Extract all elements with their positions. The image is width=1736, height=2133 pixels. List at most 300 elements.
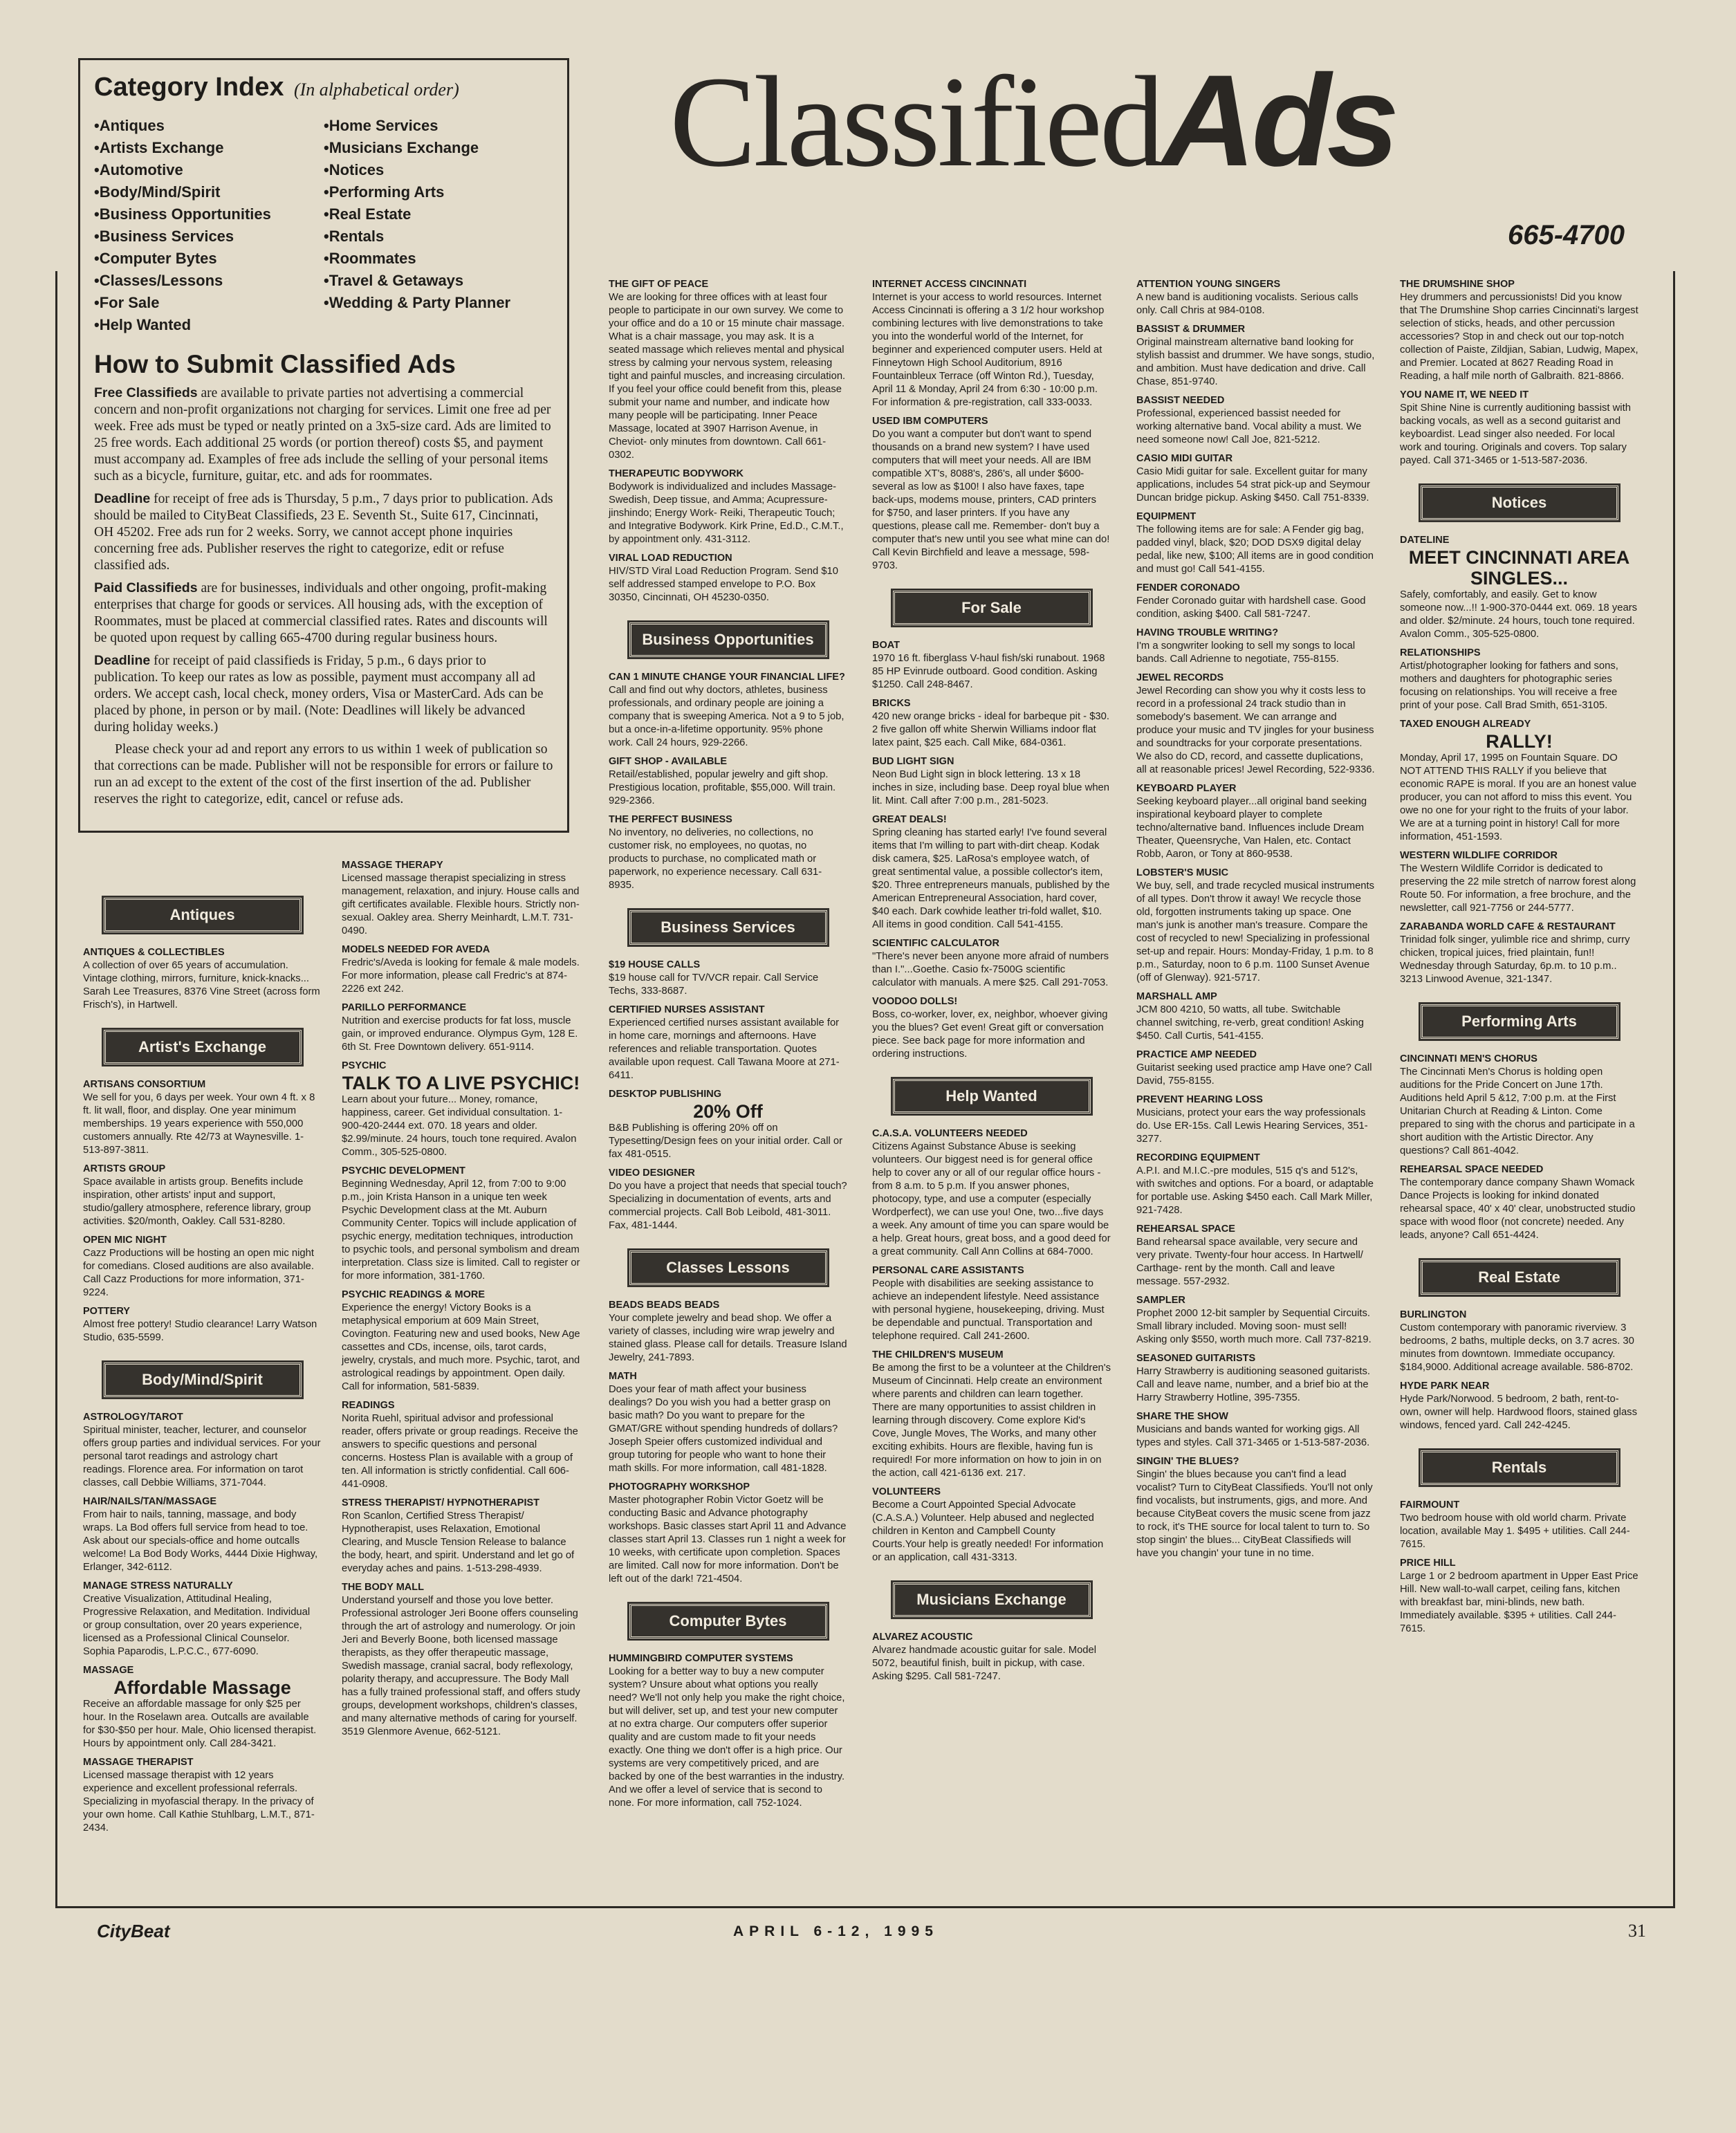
ad-body: Large 1 or 2 bedroom apartment in Upper East Price Hill. New wall-to-wall carpet, ceiling fans, kitchen with breakfast bar, mini-blinds, new bath. Immediately available. $395 + utilities. Call 244-7615. (1400, 1571, 1638, 1634)
masthead-accent: Ads (1161, 48, 1396, 193)
ad-title: RELATIONSHIPS (1400, 647, 1481, 658)
classified-ad (609, 1167, 847, 1232)
category-item: •Body/Mind/Spirit (94, 183, 221, 201)
section-header: Body/Mind/Spirit (104, 1363, 302, 1397)
classified-ad (1400, 1309, 1638, 1374)
classified-ad (83, 1411, 322, 1490)
classified-ad (1400, 1499, 1638, 1551)
ad-title: VOLUNTEERS (872, 1486, 941, 1497)
ad-title: MATH (609, 1371, 637, 1382)
classified-column (342, 859, 580, 1744)
masthead-title (670, 48, 1660, 194)
classified-ad (1136, 1410, 1375, 1450)
classified-ad (1136, 1294, 1375, 1347)
ad-title: VIDEO DESIGNER (609, 1167, 695, 1179)
category-item: •Business Services (94, 228, 234, 245)
ad-title: MASSAGE (83, 1665, 134, 1676)
category-item: •Rentals (324, 228, 385, 245)
category-item: •Classes/Lessons (94, 272, 223, 289)
ad-body: Retail/established, popular jewelry and gift shop. Prestigious location, profitable, $55,000. Will train. 929-2366. (609, 769, 836, 806)
classified-ad (83, 1234, 322, 1300)
ad-body: We sell for you, 6 days per week. Your own 4 ft. x 8 ft. lit wall, floor, and display. One year minimum memberships. 19 years experience with 550,000 customers annually. Rte 42/73 at Waynesville. 1-513-897-3811. (83, 1092, 315, 1156)
category-item: •Notices (324, 161, 385, 178)
ad-body: Cazz Productions will be hosting an open mic night for comedians. Closed auditions are also available. Call Cazz Productions for more information, 371-9224. (83, 1248, 314, 1298)
ad-body: Norita Ruehl, spiritual advisor and professional reader, offers private or group readings. Receive the answers to specific questions and personal concerns. Hostess Plan is available with a group of ten. All information is strictly confidential. Call 606-441-0908. (342, 1413, 578, 1490)
classified-ad (342, 1399, 580, 1491)
ad-title: THE PERFECT BUSINESS (609, 814, 732, 825)
ad-title: MASSAGE THERAPY (342, 860, 443, 871)
classified-ad (1136, 582, 1375, 621)
ad-body: Spit Shine Nine is currently auditioning bassist with backing vocals, as well as a second guitarist and keyboardist. Lead singer also needed. For local work and touring. Originals and covers. Top salary payed. Call 371-3465 or 1-513-587-2036. (1400, 403, 1631, 466)
classified-ad (1136, 1093, 1375, 1146)
classified-ad (83, 1163, 322, 1228)
classified-ad (1400, 718, 1638, 844)
classified-ad (1136, 990, 1375, 1043)
ad-title: ASTROLOGY/TAROT (83, 1412, 183, 1423)
classified-columns (55, 271, 1675, 1908)
category-item: •For Sale (94, 294, 160, 311)
errors-policy-paragraph: Please check your ad and report any errors to us within 1 week of publication so that corrections can be made. Publisher will not be responsible for errors or failure to run an ad except to the extent of the cost of the first insertion of the ad. Publisher reserves the right to categorize, edit, cancel or refuse ads. (94, 742, 553, 806)
category-item: •Home Services (324, 117, 438, 134)
classified-ad (1400, 1053, 1638, 1158)
ad-title: REHEARSAL SPACE NEEDED (1400, 1164, 1544, 1175)
ad-body: A.P.I. and M.I.C.-pre modules, 515 q's and 512's, with switches and options. For a board, or adaptable for portable use. Asking $450 each. Call Mark Miller, 921-7428. (1136, 1165, 1374, 1216)
ad-title: KEYBOARD PLAYER (1136, 783, 1237, 794)
ad-body: Experience the energy! Victory Books is a metaphysical emporium at 609 Main Street, Covington. Featuring new and used books, New Age cassettes and CDs, incense, oils, tarot cards, jewelry, crystals, and much more. Psychic, tarot, and astrological readings by appointment. Open daily. Call for information, 581-5839. (342, 1302, 580, 1392)
ad-body: Safely, comfortably, and easily. Get to know someone now...!! 1-900-370-0444 ext. 069. 18 years and older. $2/minute. 24 hours, touch tone required. Avalon Comm., 305-525-0800. (1400, 589, 1638, 640)
classified-ad (609, 468, 847, 546)
ad-title: PSYCHIC (342, 1060, 387, 1071)
ad-title: DESKTOP PUBLISHING (609, 1089, 722, 1100)
ad-body: Seeking keyboard player...all original band seeking inspirational keyboard player to complete techno/alternative band. Influences include Dream Theater, Queensryche, Van Halen, etc. Contact Robb, Aaron, or Tony at 860-9538. (1136, 796, 1367, 860)
classified-ad (609, 959, 847, 998)
ad-title: ARTISANS CONSORTIUM (83, 1079, 206, 1090)
classified-column (1400, 278, 1638, 1641)
classified-ad (1136, 394, 1375, 447)
classified-ad (83, 1305, 322, 1345)
free-classifieds-lead: Free Classifieds (94, 385, 198, 400)
ad-title: HAIR/NAILS/TAN/MASSAGE (83, 1496, 217, 1507)
page-footer (76, 1921, 1660, 1948)
classified-ad (1400, 1557, 1638, 1636)
ad-title: HUMMINGBIRD COMPUTER SYSTEMS (609, 1653, 793, 1664)
classified-ad (1136, 867, 1375, 985)
ad-title: STRESS THERAPIST/ HYPNOTHERAPIST (342, 1497, 540, 1508)
ad-body: Your complete jewelry and bead shop. We offer a variety of classes, including wire wrap jewelry and stained glass. Please call for details. Treasure Island Jewelry, 241-7893. (609, 1313, 847, 1363)
ad-body: Casio Midi guitar for sale. Excellent guitar for many applications, includes 54 strat pick-up and Seymour Duncan bridge pickup. Asking $450. Call 751-8339. (1136, 466, 1371, 504)
classified-ad (872, 278, 1111, 409)
ad-title: THE GIFT OF PEACE (609, 279, 709, 290)
classified-column (609, 278, 847, 1816)
classified-ad (1400, 1163, 1638, 1242)
classified-ad (609, 755, 847, 808)
ad-body: The Cincinnati Men's Chorus is holding open auditions for the Pride Concert on June 17th. Auditions held April 5 &12, 7:00 p.m. at the First Unitarian Church at Reading & Linton. Come prepared to sing with the chorus and participate in a short audition with the Artistic Director. Any questions? Call 861-4042. (1400, 1066, 1635, 1156)
classified-ad (872, 1349, 1111, 1480)
section-header: Antiques (104, 898, 302, 932)
ad-body: $19 house call for TV/VCR repair. Call Service Techs, 333-8687. (609, 972, 819, 997)
free-deadline-text: for receipt of free ads is Thursday, 5 p.m., 7 days prior to publication. Ads should be mailed to CityBeat Classifieds, 23 E. Seventh St., Suite 617, Cincinnati, OH 45202. Free ads run for 2 weeks. Sorry, we cannot accept phone inquiries concerning free ads. Publisher reserves the right to categorize, edit or refuse classified ads. (94, 492, 553, 573)
section-header: Notices (1421, 486, 1618, 520)
classified-ad (1400, 921, 1638, 986)
ad-body: Alvarez handmade acoustic guitar for sale. Model 5072, beautiful finish, built in pickup, with case. Asking $295. Call 581-7247. (872, 1645, 1097, 1682)
classified-ad (609, 278, 847, 462)
classified-ad (83, 1580, 322, 1659)
ad-title: PREVENT HEARING LOSS (1136, 1094, 1263, 1105)
classified-ad (1136, 1223, 1375, 1289)
classified-ad (1136, 627, 1375, 666)
classified-ad (1136, 278, 1375, 317)
ad-title: ARTISTS GROUP (83, 1163, 166, 1174)
ad-body: Harry Strawberry is auditioning seasoned guitarists. Call and leave name, number, and a brief bio at the Harry Strawberry Hotline, 395-7355. (1136, 1366, 1371, 1403)
ad-body: B&B Publishing is offering 20% off on Typesetting/Design fees on your initial order. Call or fax 481-0515. (609, 1123, 843, 1160)
classified-ad (342, 1001, 580, 1054)
ad-title: THERAPEUTIC BODYWORK (609, 468, 744, 479)
paid-deadline-text: for receipt of paid classifieds is Friday, 5 p.m., 6 days prior to publication. To keep our rates as low as possible, payment must accompany all ad orders. We accept cash, local check, money orders, Visa or MasterCard. Ads can be placed by phone, in person or by mail. (Note: Deadlines will likely be advanced during holiday weeks.) (94, 654, 544, 735)
ad-title: ALVAREZ ACOUSTIC (872, 1632, 973, 1643)
ad-title: LOBSTER'S MUSIC (1136, 867, 1229, 878)
ad-title: BEADS BEADS BEADS (609, 1300, 720, 1311)
classified-ad (342, 1581, 580, 1739)
ad-body: Creative Visualization, Attitudinal Healing, Progressive Relaxation, and Meditation. Individual or group consultation, over 20 years experience, licensed as a Professional Clinical Counselor. Sophia Paparodis, L.P.C.C., 677-6090. (83, 1594, 311, 1657)
classified-ad (609, 552, 847, 604)
ad-title: BOAT (872, 640, 901, 651)
ad-body: Fredric's/Aveda is looking for female & male models. For more information, please call Fredric's at 874-2226 ext 242. (342, 957, 580, 995)
classified-ad (609, 1299, 847, 1365)
ad-body: Receive an affordable massage for only $25 per hour. In the Roselawn area. Outcalls are available for $30-$50 per hour. Male, Ohio licensed therapist. Hours by appointment only. Call 284-3421. (83, 1699, 317, 1749)
classified-ad (609, 671, 847, 750)
classified-ad (342, 1165, 580, 1283)
ad-title: THE CHILDREN'S MUSEUM (872, 1349, 1004, 1360)
ad-title: SINGIN' THE BLUES? (1136, 1456, 1239, 1467)
ad-title: PARILLO PERFORMANCE (342, 1002, 467, 1013)
category-item: •Wedding & Party Planner (324, 294, 511, 311)
ad-body: A collection of over 65 years of accumulation. Vintage clothing, mirrors, furniture, knick-knacks... Sarah Lee Treasures, 8376 Vine Street (across form Frisch's), in Hartwell. (83, 960, 320, 1010)
ad-title: ZARABANDA WORLD CAFE & RESTAURANT (1400, 921, 1616, 932)
ad-title: MANAGE STRESS NATURALLY (83, 1580, 233, 1591)
classified-ad (1400, 389, 1638, 468)
ad-title: THE BODY MALL (342, 1582, 424, 1593)
ad-title: FAIRMOUNT (1400, 1499, 1460, 1511)
classified-ad (609, 813, 847, 892)
ad-title: TAXED ENOUGH ALREADY (1400, 719, 1531, 730)
free-deadline-lead: Deadline (94, 491, 151, 506)
ad-title: SAMPLER (1136, 1295, 1185, 1306)
ad-body: Almost free pottery! Studio clearance! Larry Watson Studio, 635-5599. (83, 1319, 317, 1343)
classified-column (872, 278, 1111, 1689)
ad-title: JEWEL RECORDS (1136, 672, 1224, 683)
category-item: •Automotive (94, 161, 183, 178)
classified-ad (1136, 1455, 1375, 1560)
classified-ad (872, 1264, 1111, 1343)
ad-body: Spiritual minister, teacher, lecturer, and counselor offers group parties and individual services. For your personal tarot readings and astrology chart readings. Florence area. For information on tarot classes, call Debbie Williams, 371-7044. (83, 1425, 321, 1488)
ad-title: C.A.S.A. VOLUNTEERS NEEDED (872, 1128, 1028, 1139)
ad-body: Master photographer Robin Victor Goetz will be conducting Basic and Advance photography workshops. Basic classes start April 11 and Advance classes start April 13. Classes run 1 night a week for 10 weeks, with certificate upon completion. Spaces are limited. Call now for more information. Don't be left out of the dark! 721-4504. (609, 1495, 847, 1585)
ad-body: Bodywork is individualized and includes Massage-Swedish, Deep tissue, and Amma; Acupressure- jinshindo; Energy Work- Reiki, Therapeutic Touch; and Integrative Bodywork. Kirk Prine, Ed.D., C.M.T., by appointment only. 431-3112. (609, 481, 844, 545)
ad-body: Fender Coronado guitar with hardshell case. Good condition, asking $400. Call 581-7247. (1136, 595, 1366, 620)
ad-title: BASSIST & DRUMMER (1136, 324, 1246, 335)
paid-classifieds-lead: Paid Classifieds (94, 580, 198, 595)
ad-display-line: Affordable Massage (113, 1677, 291, 1698)
ad-body: Be among the first to be a volunteer at the Children's Museum of Cincinnati. Help create an environment where parents and children can learn together. There are many opportunities to assist children in learning through discovery. Come explore Kid's Cove, Jungle Moves, The Works, and many other exciting exhibits. Hours are flexible, having fun is required! For more information on how to join in on the action, call 421-6136 ext. 217. (872, 1363, 1111, 1479)
section-header: Real Estate (1421, 1260, 1618, 1295)
ad-title: BURLINGTON (1400, 1309, 1467, 1320)
category-item: •Computer Bytes (94, 250, 217, 267)
ad-body: Citizens Against Substance Abuse is seeking volunteers. Our biggest need is for general office help to cover any or all of our regular office hours - from 8 a.m. to 5 p.m. If you answer phones, photocopy, type, and use a computer (especially Wordperfect), we can use you! One, two...five days a week. Any amount of time you can spare would be a help. Great hours, great boss, and a good deed for a great community. Call Ann Collins at 684-7000. (872, 1141, 1111, 1257)
ad-title: CERTIFIED NURSES ASSISTANT (609, 1004, 765, 1015)
footer-date: APRIL 6-12, 1995 (733, 1923, 939, 1939)
footer-brand (97, 1921, 169, 1942)
ad-title: THE DRUMSHINE SHOP (1400, 279, 1515, 290)
section-header: Help Wanted (893, 1079, 1091, 1114)
category-item: •Artists Exchange (94, 139, 224, 156)
category-index-heading (94, 73, 553, 102)
ad-body: Nutrition and exercise products for fat loss, muscle gain, or improved endurance. Olympus Gym, 128 E. 6th St. Free Downtown delivery. 651-9114. (342, 1015, 578, 1053)
classified-ad (1136, 782, 1375, 861)
ad-body: Monday, April 17, 1995 on Fountain Square. DO NOT ATTEND THIS RALLY if you believe that economic RAPE is moral. If you are an honest value producer, you can not afford to miss this event. You owe no one for your right to the fruits of your labor. We are at a turning point in history! Call for more information, 451-1593. (1400, 752, 1637, 842)
ad-title: CINCINNATI MEN'S CHORUS (1400, 1053, 1538, 1064)
ad-body: JCM 800 4210, 50 watts, all tube. Switchable channel switching, re-verb, great condition! Asking $450. Call Curtis, 541-4155. (1136, 1004, 1364, 1042)
ad-title: PSYCHIC DEVELOPMENT (342, 1165, 465, 1176)
ad-body: Do you want a computer but don't want to spend thousands on a brand new system? I have used computers that will meet your needs. All are IBM compatible XT's, 8088's, 286's, all under $600- several as low as $100! I also have faxes, tape back-ups, modems mouse, printers, CAD printers for $750, and laser printers. If you have any questions, please call me. Remember- don't buy a computer that's new until you see what mine can do! Call Kevin Birchfield and leave a message, 598-9703. (872, 429, 1110, 571)
classified-ad (609, 1088, 847, 1161)
classified-ad (342, 859, 580, 938)
category-item: •Travel & Getaways (324, 272, 464, 289)
ad-title: CASIO MIDI GUITAR (1136, 453, 1233, 464)
classified-ad (872, 937, 1111, 990)
section-header: Performing Arts (1421, 1004, 1618, 1039)
category-index-title: Category Index (94, 73, 284, 102)
ad-title: VIRAL LOAD REDUCTION (609, 553, 732, 564)
ad-body: Call and find out why doctors, athletes, business professionals, and ordinary people are joining a company that is sweeping America. Not a 9 to 5 job, but a once-in-a-lifetime opportunity. 95% phone work. Call 24 hours, 929-2266. (609, 685, 844, 748)
classified-ad (1400, 278, 1638, 383)
ad-title: PRACTICE AMP NEEDED (1136, 1049, 1257, 1060)
ad-title: HYDE PARK NEAR (1400, 1381, 1490, 1392)
ad-body: No inventory, no deliveries, no collections, no customer risk, no employees, no quotas, no products to purchase, no complicated math or paperwork, no experience necessary. Call 631-8935. (609, 827, 822, 891)
ad-body: The following items are for sale: A Fender gig bag, padded vinyl, black, $20; DOD DSX9 digital delay pedal, like new, $100; All items are in good condition and must go! Call 541-4155. (1136, 524, 1374, 575)
ad-body: Ron Scanlon, Certified Stress Therapist/ Hypnotherapist, uses Relaxation, Emotional Clearing, and Muscle Tension Release to balance the body, heart, and spirit. Understand and let go of everyday aches and pains. 1-513-298-4939. (342, 1511, 575, 1574)
classified-ad (1136, 323, 1375, 389)
ad-body: Custom contemporary with panoramic riverview. 3 bedrooms, 2 baths, multiple decks, on 3.7 acres. 30 minutes from downtown. Immediate occupancy. $184,9000. Additional acreage available. 586-8702. (1400, 1322, 1634, 1373)
ad-body: Hyde Park/Norwood. 5 bedroom, 2 bath, rent-to-own, owner will help. Hardwood floors, stained glass windows, fenced yard. Call 242-4245. (1400, 1394, 1637, 1431)
masthead (670, 48, 1660, 194)
ad-body: Prophet 2000 12-bit sampler by Sequential Circuits. Small library included. Moving soon- must sell! Asking only $550, worth much more. Call 737-8219. (1136, 1308, 1372, 1345)
category-index-subtitle: (In alphabetical order) (293, 80, 459, 100)
ad-title: SCIENTIFIC CALCULATOR (872, 938, 999, 949)
ad-title: INTERNET ACCESS CINCINNATI (872, 279, 1027, 290)
free-classifieds-text: are available to private parties not advertising a commercial concern and non-profit organizations not charging for services. Limit one free ad per week. Free ads must be typed or neatly printed on a 3x5-size card. Ads are limited to 25 free words. Each additional 25 words (or portion thereof) costs $5, and payment must accompany ad. Examples of free ads include the selling of your personal items such as a bicycle, furniture, guitar, etc. and ads for roommates. (94, 386, 551, 483)
ad-title: HAVING TROUBLE WRITING? (1136, 627, 1279, 638)
classified-ad (1400, 647, 1638, 712)
ad-title: GIFT SHOP - AVAILABLE (609, 756, 728, 767)
classified-ad (83, 946, 322, 1012)
ad-title: REHEARSAL SPACE (1136, 1224, 1235, 1235)
ad-body: Two bedroom house with old world charm. Private location, available May 1. $495 + utilities. Call 244-7615. (1400, 1513, 1630, 1550)
category-item: •Business Opportunities (94, 205, 271, 223)
section-header: Musicians Exchange (893, 1582, 1091, 1617)
category-item: •Real Estate (324, 205, 412, 223)
classified-ad (83, 1078, 322, 1157)
ad-title: PRICE HILL (1400, 1558, 1456, 1569)
classified-ad (1400, 849, 1638, 915)
masthead-word: Classified (670, 49, 1162, 194)
section-header: Rentals (1421, 1450, 1618, 1485)
ad-body: 420 new orange bricks - ideal for barbeque pit - $30. 2 five gallon off white Sherwin Williams indoor flat latex paint, $25 each. Call Mike, 684-0361. (872, 711, 1110, 748)
section-header: Business Opportunities (629, 622, 827, 657)
ad-body: Singin' the blues because you can't find a lead vocalist? Turn to CityBeat Classifieds. You'll not only find vocalists, but instruments, gigs, and more. And because CityBeat covers the music scene from jazz to rock, it's THE source for local talent to turn to. So stop singin' the blues... CityBeat Classifieds will have you changin' your tune in no time. (1136, 1469, 1373, 1559)
classified-ad (83, 1495, 322, 1574)
category-item: •Musicians Exchange (324, 139, 479, 156)
category-item: •Help Wanted (94, 316, 192, 333)
ad-title: CAN 1 MINUTE CHANGE YOUR FINANCIAL LIFE? (609, 672, 845, 683)
ad-title: PHOTOGRAPHY WORKSHOP (609, 1481, 750, 1493)
ad-body: Original mainstream alternative band looking for stylish bassist and drummer. We have songs, studio, and ambition. Must have dedication and drive. Call Chase, 851-9740. (1136, 337, 1375, 387)
ad-body: Learn about your future... Money, romance, happiness, career. Get individual consultation. 1-900-420-2444 ext. 070. 18 years and older. $2.99/minute. 24 hours, touch tone required. Avalon Comm., 305-525-0800. (342, 1094, 577, 1158)
classified-ad (342, 1289, 580, 1394)
ad-body: Hey drummers and percussionists! Did you know that The Drumshine Shop carries Cincinnati's largest selection of sticks, heads, and other percussion accessories? Stop in and check out our top-notch collection of Paiste, Zildjian, Sabian, Ludwig, Mapex, and Premier. Located at 8627 Reading Road in Reading, a half mile north of Galbraith. 821-8866. (1400, 292, 1638, 382)
ad-display-line: 20% Off (693, 1101, 763, 1122)
ad-body: 1970 16 ft. fiberglass V-haul fish/ski runabout. 1968 85 HP Evinrude outboard. Good condition. Asking $1250. Call 248-8467. (872, 653, 1105, 690)
footer-brand-text: CityBeat (97, 1921, 170, 1941)
section-header: Computer Bytes (629, 1604, 827, 1638)
ad-title: GREAT DEALS! (872, 814, 947, 825)
ad-body: Musicians and bands wanted for working gigs. All types and styles. Call 371-3465 or 1-513-587-2036. (1136, 1424, 1370, 1448)
paid-classifieds-text: are for businesses, individuals and other ongoing, profit-making enterprises that charge for goods or services. All housing ads, with the exception of Roommates, must be placed at commercial classified rates. Rates and discounts will be quoted upon request by calling 665-4700 during regular business hours. (94, 581, 548, 645)
classified-ad (872, 415, 1111, 573)
paid-deadline-lead: Deadline (94, 653, 151, 668)
classified-ad (609, 1370, 847, 1475)
classified-ad (872, 697, 1111, 750)
ad-title: SHARE THE SHOW (1136, 1411, 1228, 1422)
classified-ad (872, 995, 1111, 1061)
ad-title: EQUIPMENT (1136, 511, 1197, 522)
ad-display-line: MEET CINCINNATI AREA SINGLES... (1408, 547, 1630, 589)
ad-body: Does your fear of math affect your business dealings? Do you wish you had a better grasp on basic math? Do you want to prepare for the GMAT/GRE without spending hundreds of dollars? Joseph Speier offers customized individual and group tutoring for people who want to hone their math skills. For more information, call 481-1828. (609, 1384, 838, 1474)
ad-title: BASSIST NEEDED (1136, 395, 1225, 406)
ad-body: Boss, co-worker, lover, ex, neighbor, whoever giving you the blues? Get even! Great gift or conversation piece. See back page for more information and ordering instructions. (872, 1009, 1108, 1060)
classified-ad (872, 755, 1111, 808)
ad-body: Guitarist seeking used practice amp Have one? Call David, 755-8155. (1136, 1062, 1372, 1087)
ad-title: ANTIQUES & COLLECTIBLES (83, 947, 225, 958)
classified-ad (83, 1756, 322, 1835)
ad-body: The Western Wildlife Corridor is dedicated to preserving the 22 mile stretch of narrow forest along Route 50. For information, a free brochure, and the newsletter, call 921-7756 or 244-5777. (1400, 863, 1636, 914)
ad-display-line: RALLY! (1486, 731, 1553, 752)
ad-body: Artist/photographer looking for fathers and sons, mothers and daughters for photographic series focusing on relationships. You will receive a free print of your pose. Call Brad Smith, 651-3105. (1400, 661, 1618, 711)
ad-body: Spring cleaning has started early! I've found several items that I'm willing to part with-dirt cheap. Kodak disk camera, $25. LaRosa's employee watch, of great sentimental value, a possible collector's item, $20. Three entrepreneurs manuals, published by the American Entrepreneural Association, hard cover, $40 each. Dark cowhide leather tri-fold wallet, $10. All items in good condition. Call 541-4155. (872, 827, 1110, 930)
ad-body: Band rehearsal space available, very secure and very private. Twenty-four hour access. In Hartwell/ Carthage- rent by the month. Call and leave message. 557-2932. (1136, 1237, 1363, 1287)
ad-title: BUD LIGHT SIGN (872, 756, 954, 767)
classified-ad (872, 1631, 1111, 1683)
ad-title: OPEN MIC NIGHT (83, 1235, 167, 1246)
classified-ad (872, 1127, 1111, 1259)
ad-body: From hair to nails, tanning, massage, and body wraps. La Bod offers full service from head to toe. Ask about our specials-office and home outcalls welcome! La Bod Body Works, 4444 Dixie Highway, Erlanger, 342-6112. (83, 1509, 318, 1573)
classified-ad (1400, 1380, 1638, 1432)
classified-ad (342, 943, 580, 996)
ad-title: POTTERY (83, 1306, 130, 1317)
ad-body: We buy, sell, and trade recycled musical instruments of all types. Don't throw it away! We recycle those old, forgotten instruments taking up space. One man's junk is another man's treasure. Compare the cost of recycled to new! Specializing in professional set-up and repair. Hours: Monday-Friday, 1 p.m. to 8 p.m., Saturday, noon to 6 p.m. 1100 Sunset Avenue (off of Glenway). 921-5717. (1136, 880, 1375, 984)
classified-ad (609, 1652, 847, 1810)
ad-title: SEASONED GUITARISTS (1136, 1353, 1256, 1364)
ad-body: Looking for a better way to buy a new computer system? Unsure about what options you really need? We'll not only help you make the right choice, but will deliver, set up, and test your new computer at no extra charge. Our computers offer superior quality and are custom made to fit your needs exactly. One thing we don't offer is a high price. Our systems are very competitively priced, and are backed by one of the best warranties in the industry. And we offer a level of service that is second to none. For more information, call 752-1024. (609, 1666, 845, 1809)
section-header: Classes Lessons (629, 1250, 827, 1285)
ad-body: We are looking for three offices with at least four people to participate in our own survey. We come to your office and do a 10 or 15 minute chair massage. What is a chair massage, you may ask. It is a seated massage which relieves mental and physical stress by calming your nervous system, releasing tight and painful muscles, and increasing circulation. If you feel your office could benefit from this, please submit your name and number, and indicate how many people will be participating. Inner Peace Massage, located at 3907 Harrison Avenue, in Cheviot- only minutes from downtown. Call 661-0302. (609, 292, 846, 461)
ad-body: Neon Bud Light sign in block lettering. 13 x 18 inches in size, including base. Deep royal blue when lit. Mint. Call after 7:00 p.m., 281-5023. (872, 769, 1110, 806)
ad-title: PERSONAL CARE ASSISTANTS (872, 1265, 1024, 1276)
ad-body: Space available in artists group. Benefits include inspiration, other artists' input and support, studio/gallery atmosphere, reference library, group activities. $20/month, Oakley. Call 531-8280. (83, 1176, 311, 1227)
ad-body: A new band is auditioning vocalists. Serious calls only. Call Chris at 984-0108. (1136, 292, 1358, 316)
ad-body: Experienced certified nurses assistant available for in home care, mornings and afternoons. Have references and reliable transportation. Quotes available upon request. Call Tawana Moore at 271-6411. (609, 1017, 840, 1081)
submit-instructions-title: How to Submit Classified Ads (94, 350, 456, 378)
section-header: Artist's Exchange (104, 1030, 302, 1064)
classified-ad (609, 1004, 847, 1082)
ad-title: PSYCHIC READINGS & MORE (342, 1289, 486, 1300)
ad-body: Licensed massage therapist specializing in stress management, relaxation, and injury. House calls and gift certificates available. Flexible hours. Strictly non-sexual. Oakley area. Sherry Meinhardt, L.M.T. 731-0490. (342, 873, 580, 936)
ad-title: USED IBM COMPUTERS (872, 416, 988, 427)
ad-body: I'm a songwriter looking to sell my songs to local bands. Call Adrienne to negotiate, 755-8155. (1136, 640, 1356, 665)
ad-title: ATTENTION YOUNG SINGERS (1136, 279, 1281, 290)
section-header: For Sale (893, 591, 1091, 625)
classified-ad (872, 639, 1111, 692)
classified-ad (872, 813, 1111, 932)
ad-title: $19 HOUSE CALLS (609, 959, 701, 970)
ad-title: READINGS (342, 1400, 395, 1411)
classified-ad (1136, 1049, 1375, 1088)
ad-body: Licensed massage therapist with 12 years experience and excellent professional referrals. Specializing in myofascial therapy. In the privacy of your own home. Call Kathie Stuhlbarg, L.M.T., 871-2434. (83, 1770, 315, 1834)
classified-ad (342, 1060, 580, 1159)
ad-title: YOU NAME IT, WE NEED IT (1400, 389, 1529, 400)
ad-body: Beginning Wednesday, April 12, from 7:00 to 9:00 p.m., join Krista Hanson in a unique ten week Psychic Development class at the Mt. Auburn Community Center. Topics will include application of psychic energy, meditation techniques, introduction to psychic tools, and personal symbolism and dream interpretation. Class size is limited. Call to register or for more information, 381-1760. (342, 1179, 580, 1282)
ad-title: FENDER CORONADO (1136, 582, 1240, 593)
ad-title: MASSAGE THERAPIST (83, 1757, 194, 1768)
ad-body: Internet is your access to world resources. Internet Access Cincinnati is offering a 3 1/2 hour workshop combining lectures with live demonstrations to take you into the wonderful world of the Internet, for beginner and experienced computer users. Held at Finneytown High School Auditorium, 8916 Fountainbleux Terrace (off Winton Rd.), Tuesday, April 11 & Monday, April 24 from 6:30 - 10:00 p.m. For information & pre-registration, call 333-0033. (872, 292, 1105, 408)
ad-body: Become a Court Appointed Special Advocate (C.A.S.A.) Volunteer. Help abused and neglected children in Kenton and Campbell County Courts.Your help is greatly needed! For information or an application, call 431-3313. (872, 1499, 1104, 1563)
masthead-phone: 665-4700 (1508, 220, 1625, 250)
section-header: Business Services (629, 910, 827, 945)
ad-title: MARSHALL AMP (1136, 991, 1217, 1002)
ad-title: WESTERN WILDLIFE CORRIDOR (1400, 850, 1558, 861)
ad-body: The contemporary dance company Shawn Womack Dance Projects is looking for inkind donated rehearsal space, 40' x 40' clear, unobstructed studio space with wood floor (not concrete) needed. Any leads, anyone? Call 651-4424. (1400, 1177, 1636, 1241)
classified-column (83, 880, 322, 1840)
category-item: •Performing Arts (324, 183, 445, 201)
classified-ad (1400, 534, 1638, 641)
classified-ad (609, 1481, 847, 1586)
ad-body: Do you have a project that needs that special touch? Specializing in documentation of events, arts and commercial projects. Call Bob Leibold, 481-3011. Fax, 481-1444. (609, 1181, 847, 1231)
classified-ad (1136, 452, 1375, 505)
classified-ad (872, 1486, 1111, 1564)
ad-title: MODELS NEEDED FOR AVEDA (342, 944, 490, 955)
ad-title: RECORDING EQUIPMENT (1136, 1152, 1260, 1163)
classified-ad (1136, 1152, 1375, 1217)
category-item: •Antiques (94, 117, 165, 134)
ad-title: DATELINE (1400, 535, 1450, 546)
classified-ad (1136, 510, 1375, 576)
ad-display-line: TALK TO A LIVE PSYCHIC! (342, 1073, 580, 1093)
classified-ad (1136, 1352, 1375, 1405)
ad-body: Understand yourself and those you love better. Professional astrologer Jeri Boone offers counseling through the art of astrology and numerology. Or join Jeri and Beverly Boone, both licensed massage therapists, as they offer therapeutic massage, Swedish massage, cranial sacral, body reflexology, polarity therapy, and accupressure. The Body Mall has a fully trained professional staff, and offers study groups, development workshops, children's classes, and many alternative methods of caring for yourself. 3519 Glenmore Avenue, 662-5121. (342, 1595, 580, 1737)
ad-body: People with disabilities are seeking assistance to achieve an independent lifestyle. Need assistance with personal hygiene, housekeeping, driving. Must be dependable and punctual. Transportation and telephone required. Call 241-2600. (872, 1278, 1105, 1342)
ad-body: HIV/STD Viral Load Reduction Program. Send $10 self addressed stamped envelope to P.O. Box 30350, Cincinnati, OH 45230-0350. (609, 566, 839, 603)
ad-body: Trinidad folk singer, yulimble rice and shrimp, curry chicken, tropical juices, fried plaintain, fun!! Wednesday through Saturday, 6p.m. to 10 p.m.. 3213 Linwood Avenue, 321-1347. (1400, 934, 1630, 985)
classified-ad (1136, 672, 1375, 777)
ad-title: VOODOO DOLLS! (872, 996, 958, 1007)
category-item: •Roommates (324, 250, 416, 267)
ad-body: "There's never been anyone more afraid of numbers than I."...Goethe. Casio fx-7500G scientific calculator with manuals. A mere $25. Call 291-7053. (872, 951, 1109, 988)
page-number: 31 (1628, 1921, 1646, 1941)
classified-ad (83, 1664, 322, 1751)
classified-ad (342, 1497, 580, 1576)
ad-body: Musicians, protect your ears the way professionals do. Use ER-15s. Call Lewis Hearing Services, 351-3277. (1136, 1107, 1368, 1145)
ad-title: BRICKS (872, 698, 911, 709)
ad-body: Jewel Recording can show you why it costs less to record in a professional 24 track studio than in somebody's basement. We can arrange and produce your music and TV jingles for your business and soundtracks for your corporate presentations. We also do CD, record, and cassette duplications, all at reasonable prices! Jewel Recording, 522-9336. (1136, 685, 1375, 775)
